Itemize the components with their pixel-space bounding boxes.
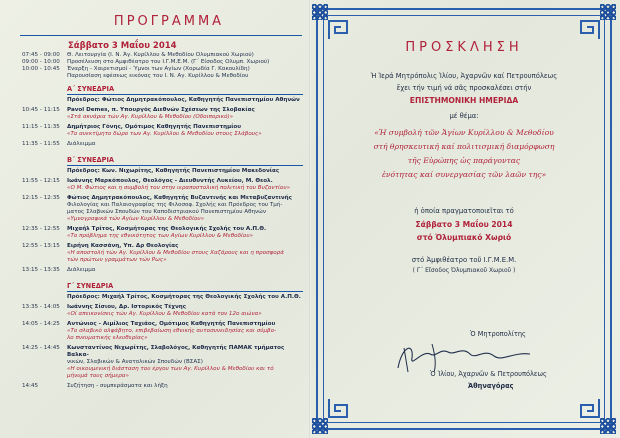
invitation-date: Σάββατο 3 Μαΐου 2014 (415, 220, 513, 229)
schedule-row (0, 97, 305, 104)
schedule-content (67, 294, 305, 301)
schedule-row (0, 59, 305, 66)
schedule-line: «Οί απεικονίσεις τών Αγ. Κυρίλλου & Μεθοδίου κατά τον 12ο αιώνα» (67, 311, 262, 317)
schedule-line: «Το πρόβλημα της εθνικότητος των Αγίων Κυρίλλου & Μεθοδίου» (67, 233, 254, 239)
schedule-row (0, 304, 305, 318)
session-title: Β΄ ΣΥΝΕΔΡΙΑ (67, 156, 115, 164)
schedule-content (67, 321, 305, 342)
corner-ornament-top-right (600, 4, 616, 20)
invitation-event: ΕΠΙΣΤΗΜΟΝΙΚΗ ΗΜΕΡΙΔΑ (409, 96, 519, 105)
schedule-row (0, 226, 305, 240)
schedule-line: ματος Σλαβικών Σπουδών του Καποδιστριακού Πανεπιστημίου Αθηνών (67, 209, 266, 215)
theme-line: ἑνότητας καί συνεργασίας τῶν λαῶν της» (381, 170, 547, 179)
schedule-line: νικών, Σλαβικών & Ανατολικών Σπουδών (ΒΣΑΣ) (67, 359, 203, 365)
schedule-content (67, 226, 305, 240)
theme-line: τῆς Εὐρώπης ὡς παράγοντας (407, 156, 521, 165)
schedule-time: 14:05 - 14:25 (22, 321, 60, 327)
center-fold (309, 0, 311, 438)
invitation-honor-line: ἔχει τήν τιμή νά σᾶς προσκαλέσει στήν (396, 84, 532, 92)
meander-ornament-top-left (327, 19, 349, 41)
signature-scrawl (392, 338, 542, 374)
schedule-content (67, 124, 305, 138)
schedule-time: 10:45 - 11:15 (22, 107, 60, 113)
schedule-line: Θ. Λειτουργία (Ι. Ν. Άγ. Κυρίλλου & Μεθοδίου Ολυμπιακού Χωριού) (67, 52, 254, 58)
schedule-line: «Ο Μ. Φώτιος και η συμβολή του στην ιεραποστολική πολιτική του Βυζαντίου» (67, 185, 291, 191)
schedule-row (0, 321, 305, 342)
program-title: ΠΡΟΓΡΑΜΜΑ (113, 14, 225, 29)
schedule-row (0, 141, 305, 148)
schedule-line: Κωνσταντίνος Νιχωρίτης, Σλαβολόγος, Καθηγητής ΠΑΜΑΚ τμήματος Βαλκα- (67, 345, 285, 358)
schedule-row (0, 243, 305, 264)
schedule-line: Διάλειμμα (67, 141, 96, 147)
schedule-row (0, 178, 305, 192)
schedule-time: 11:55 - 12:15 (22, 178, 60, 184)
session-heading (0, 154, 305, 164)
schedule-time: 13:15 - 13:35 (22, 267, 60, 273)
schedule-time: 12:55 - 13:15 (22, 243, 60, 249)
invitation-venue: στό Ἀμφιθέατρο τοῦ Ι.Γ.Μ.Ε.Μ. (411, 256, 517, 264)
schedule-content (67, 107, 305, 121)
schedule-content (67, 66, 305, 80)
schedule-row (0, 294, 305, 301)
schedule-time: 13:35 - 14:05 (22, 304, 60, 310)
meander-ornament-bottom-right (579, 397, 601, 419)
schedule-content (67, 195, 305, 223)
program-date: Σάββατο 3 Μαΐου 2014 (68, 41, 177, 51)
schedule-line: Δημήτριος Γόνης, Ομότιμος Καθηγητής Πανεπιστημίου (67, 124, 242, 130)
schedule-line: «Το σλαβικό αλφάβητο, επιβεβαίωση εθνικής αυτοσυνειδησίας και σύμβο- (67, 328, 277, 334)
schedule-line: λο πνευματικής ελευθερίας» (67, 335, 148, 341)
schedule-line: Συζήτηση - συμπεράσματα και λήξη (67, 383, 168, 389)
session-rule (67, 94, 303, 95)
schedule-row (0, 383, 305, 390)
schedule-line: Προσέλευση στο Αμφιθέατρο του Ι.Γ.Μ.Ε.Μ. (Γ΄ Είσοδος Ολυμπ. Χωριού) (67, 59, 270, 65)
schedule-time: 11:15 - 11:35 (22, 124, 60, 130)
schedule-content (67, 97, 305, 104)
schedule-content (67, 383, 305, 390)
schedule-line: «Το ανεκτίμητο δώρο των Αγ. Κυρίλλου & Μεθοδίου στους Σλάβους» (67, 131, 262, 137)
schedule-content (67, 178, 305, 192)
schedule-content (67, 141, 305, 148)
schedule-time: 09:00 - 10:00 (22, 59, 60, 65)
signature-role: Ὁ Μητροπολίτης (470, 330, 526, 338)
schedule-content (67, 59, 305, 66)
session-heading (0, 280, 305, 290)
schedule-line: Πρόεδρος: Μιχαήλ Τρίτος, Κοσμήτορας της Θεολογικής Σχολής του Α.Π.Θ. (67, 294, 301, 300)
program-title-rule (20, 35, 302, 36)
invitation-theme-intro: μέ θέμα: (449, 112, 479, 120)
session-rule (67, 291, 303, 292)
schedule-row (0, 345, 305, 380)
schedule-row (0, 66, 305, 80)
invitation-title: ΠΡΟΣΚΛΗΣΗ (405, 40, 523, 55)
schedule-content (67, 243, 305, 264)
schedule-line: μήνυμά τους σήμερα» (67, 373, 129, 379)
schedule-row (0, 267, 305, 274)
schedule-line: Παρουσίαση εφέσεως εικόνας του Ι. Ν. Αγ. Κυρίλλου & Μεθοδίου (67, 73, 249, 79)
schedule-line: Αντώνιος - Αιμίλιος Ταχιάος, Ομότιμος Καθηγητής Πανεπιστημίου (67, 321, 276, 327)
schedule-line: τών πρώτων γραμμάτων τών Ρως» (67, 257, 167, 263)
schedule-time: 14:45 (22, 383, 39, 389)
schedule-time: 07:45 - 09:00 (22, 52, 60, 58)
schedule-content (67, 345, 305, 380)
schedule-line: Ιωάννης Σίσιου, Δρ. Ιστορικός Τέχνης (67, 304, 187, 310)
schedule-line: Έναρξη - Χαιρετισμοί - Ύμνοι των Αγίων (Χορωδία Γ. Κακουλίδη) (67, 66, 250, 72)
invitation-held-on: ἡ ὁποία πραγματοποιεῖται τό (414, 207, 514, 215)
schedule-line: Πρόεδρος: Κων. Νιχωρίτης, Καθηγητής Πανεπιστημίου Μακεδονίας (67, 168, 280, 174)
schedule-time: 11:35 - 11:55 (22, 141, 60, 147)
schedule-content (67, 52, 305, 59)
theme-line: «Ἡ συμβολή τῶν Ἁγίων Κυρίλλου & Μεθοδίου (374, 128, 554, 137)
schedule-content (67, 304, 305, 318)
program-schedule (0, 52, 305, 393)
schedule-line: Διάλειμμα (67, 267, 96, 273)
schedule-row (0, 107, 305, 121)
invitation-theme (338, 126, 590, 182)
meander-ornament-bottom-left (327, 397, 349, 419)
schedule-row (0, 124, 305, 138)
schedule-line: Μιχαήλ Τρίτος, Κοσμήτορας της Θεολογικής Σχολής του Α.Π.Θ. (67, 226, 267, 232)
schedule-time: 14:25 - 14:45 (22, 345, 60, 351)
schedule-line: Φιλολογίας και Παλαιογραφίας της Φιλοσοφ. Σχολής και Πρόεδρος του Τμή- (67, 202, 283, 208)
schedule-line: «Στά ακνάρια τών Αγ. Κυρίλλου & Μεθοδίου (Οδοιπορικό)» (67, 114, 234, 120)
session-heading (0, 83, 305, 93)
schedule-time (0, 294, 67, 301)
invitation-host: Ἡ Ἱερά Μητρόπολις Ἰλίου, Ἀχαρνῶν καί Πετρουπόλεως (370, 72, 558, 80)
schedule-line: Ειρήνη Κασσάνη, Υπ. Δρ Θεολογίας (67, 243, 179, 249)
schedule-line: Πρόεδρος: Φώτιος Δημητρακόπουλος, Καθηγητής Πανεπιστημίου Αθηνών (67, 97, 300, 103)
schedule-line: «Η οικουμενική διάσταση του έργου των Αγ. Κυρίλλου & Μεθοδίου και τό (67, 366, 274, 372)
invitation-place: στό Ὀλυμπιακό Χωριό (416, 233, 512, 242)
invitation-entrance: ( Γ΄ Εἴσοδος Ὀλυμπιακοῦ Χωριοῦ ) (412, 267, 516, 274)
meander-ornament-top-right (579, 19, 601, 41)
schedule-line: Pavol Demes, π. Υπουργός Διεθνών Σχέσεων της Σλοβακίας (67, 107, 255, 113)
schedule-row (0, 168, 305, 175)
corner-ornament-bottom-right (600, 418, 616, 434)
schedule-content (67, 267, 305, 274)
signature-name: Ἀθηναγόρας (468, 382, 514, 390)
schedule-time: 12:15 - 12:35 (22, 195, 60, 201)
theme-line: στή θρησκευτική καί πολιτισμική διαμόρφωση (373, 142, 555, 151)
schedule-time: 12:35 - 12:55 (22, 226, 60, 232)
corner-ornament-bottom-left (312, 418, 328, 434)
session-rule (67, 165, 303, 166)
corner-ornament-top-left (312, 4, 328, 20)
session-title: Γ΄ ΣΥΝΕΔΡΙΑ (67, 282, 114, 290)
schedule-line: «Υμνογραφικά τών Αγίων Κυρίλλου & Μεθοδίου» (67, 216, 205, 222)
schedule-time (0, 97, 67, 104)
schedule-content (67, 168, 305, 175)
schedule-line: Φώτιος Δημητρακόπουλος, Καθηγητής Βυζαντινής και Μεταβυζαντινής (67, 195, 292, 201)
schedule-row (0, 195, 305, 223)
schedule-line: «Η αποστολή τών Αγ. Κυρίλλου & Μεθοδίου στους Χαζάρους και η προσφορά (67, 250, 284, 256)
schedule-time: 10:00 - 10:45 (22, 66, 60, 72)
signature-see: Ὁ Ἰλίου, Ἀχαρνῶν & Πετρουπόλεως (430, 370, 547, 378)
schedule-row (0, 52, 305, 59)
schedule-time (0, 168, 67, 175)
session-title: Α΄ ΣΥΝΕΔΡΙΑ (67, 85, 115, 93)
schedule-line: Ιωάννης Μαρκόπουλος, Θεολόγος - Διευθυντής Λυκείου, Μ. Θεολ. (67, 178, 273, 184)
